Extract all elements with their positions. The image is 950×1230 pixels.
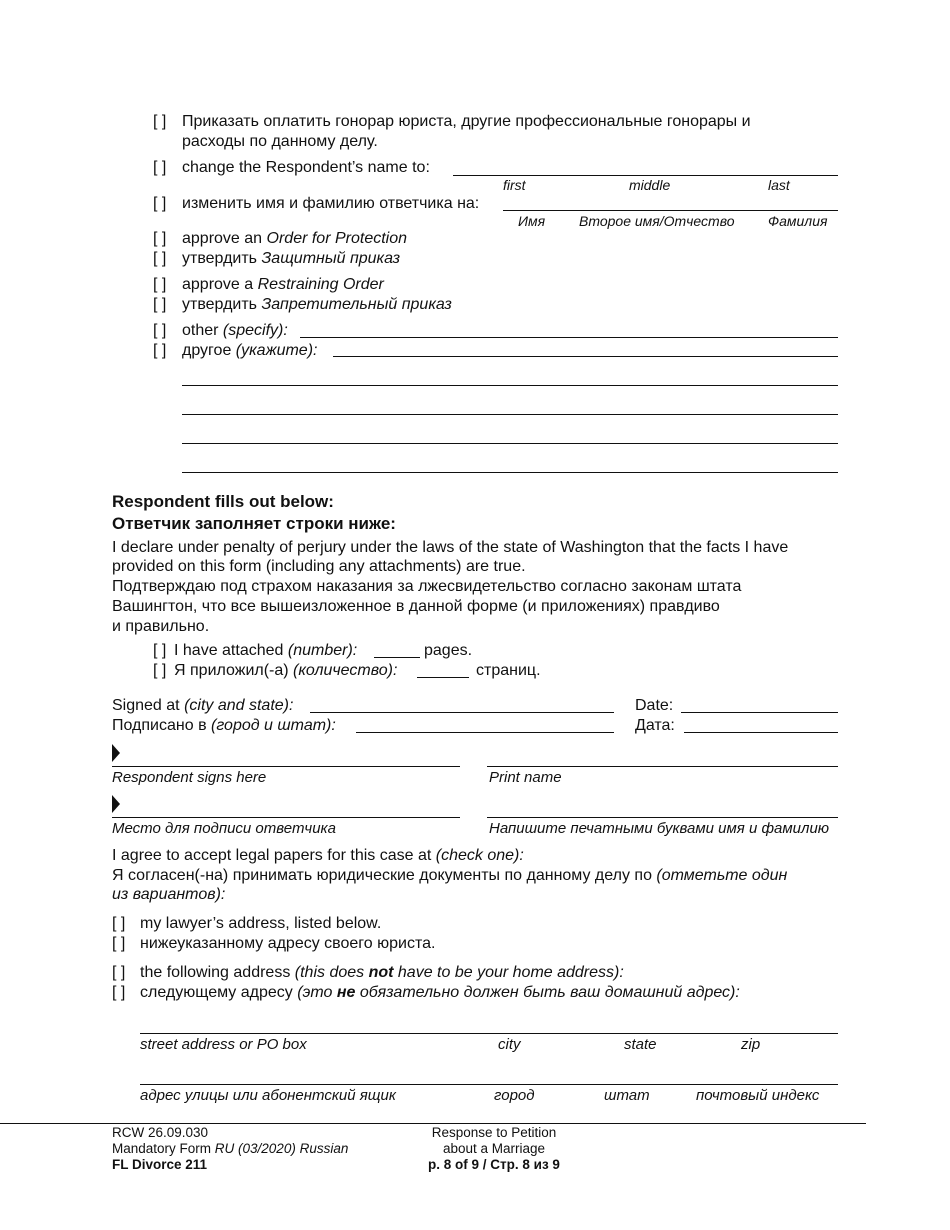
checkbox-lawyer-en[interactable]: [ ] xyxy=(112,915,126,932)
addr-label-zip: zip xyxy=(741,1036,761,1053)
other-ru-field[interactable] xyxy=(333,356,838,357)
address-field-en[interactable] xyxy=(140,1033,838,1034)
sign-here-en-label: Respondent signs here xyxy=(112,769,267,786)
footer-mandatory-form: Mandatory Form RU (03/2020) Russian xyxy=(112,1141,349,1156)
signature-arrow-icon xyxy=(112,795,120,813)
following-address-ru: следующему адресу (это не обязательно должен быть ваш домашний адрес): xyxy=(140,984,740,1001)
signed-at-ru-label: Подписано в (город и штат): xyxy=(112,717,336,734)
respondent-signature-field[interactable] xyxy=(112,766,460,767)
footer-title-line1: Response to Petition xyxy=(431,1125,557,1140)
respondent-heading-ru: Ответчик заполняет строки ниже: xyxy=(112,514,396,533)
print-name-en-label: Print name xyxy=(489,769,562,786)
print-name-field[interactable] xyxy=(487,766,838,767)
addr-label-street-ru: адрес улицы или абонентский ящик xyxy=(140,1087,396,1104)
checkbox-protection-en[interactable]: [ ] xyxy=(153,230,167,247)
attached-en-text: I have attached (number): xyxy=(174,642,358,659)
checkbox-following-en[interactable]: [ ] xyxy=(112,964,126,981)
fees-text-line2: расходы по данному делу. xyxy=(182,133,378,150)
name-label-last-ru: Фамилия xyxy=(768,213,828,229)
restraining-ru-text: утвердить Запретительный приказ xyxy=(182,296,452,313)
attached-ru-text: Я приложил(-а) (количество): xyxy=(174,662,398,679)
fees-text-line1: Приказать оплатить гонорар юриста, другие профессиональные гонорары и xyxy=(182,113,751,130)
signed-at-field[interactable] xyxy=(310,712,614,713)
attached-number-field-ru[interactable] xyxy=(417,677,469,678)
name-label-first-ru: Имя xyxy=(518,213,546,229)
signed-at-field-ru[interactable] xyxy=(356,732,614,733)
following-address-en: the following address (this does not have to be your home address): xyxy=(140,964,624,981)
addr-label-city: city xyxy=(498,1036,521,1053)
agree-ru-text-line1: Я согласен(-на) принимать юридические документы по данному делу по (отметьте один xyxy=(112,867,788,884)
date-field[interactable] xyxy=(681,712,838,713)
addr-label-zip-ru: почтовый индекс xyxy=(696,1087,820,1104)
signed-at-en-label: Signed at (city and state): xyxy=(112,697,294,714)
protection-en-text: approve an Order for Protection xyxy=(182,230,408,247)
name-label-first: first xyxy=(503,177,526,193)
respondent-signature-field-ru[interactable] xyxy=(112,817,460,818)
date-field-ru[interactable] xyxy=(684,732,838,733)
checkbox-name-change-en[interactable]: [ ] xyxy=(153,159,167,176)
checkbox-attached-ru[interactable]: [ ] xyxy=(153,662,167,679)
respondent-heading-en: Respondent fills out below: xyxy=(112,492,334,511)
print-name-ru-label: Напишите печатными буквами имя и фамилию xyxy=(489,820,830,837)
checkbox-name-change-ru[interactable]: [ ] xyxy=(153,195,167,212)
declaration-en-line1: I declare under penalty of perjury under the laws of the state of Washington that the facts I have xyxy=(112,539,789,556)
attached-number-field[interactable] xyxy=(374,657,420,658)
declaration-en-line2: provided on this form (including any attachments) are true. xyxy=(112,558,526,575)
footer-page-number: p. 8 of 9 / Стр. 8 из 9 xyxy=(428,1157,560,1172)
footer-rule xyxy=(0,1123,866,1124)
name-label-middle-ru: Второе имя/Отчество xyxy=(579,213,735,229)
restraining-en-text: approve a Restraining Order xyxy=(182,276,384,293)
sign-here-ru-label: Место для подписи ответчика xyxy=(112,820,336,837)
checkbox-restraining-en[interactable]: [ ] xyxy=(153,276,167,293)
attached-en-pages: pages. xyxy=(424,642,473,659)
footer-form-id: FL Divorce 211 xyxy=(112,1157,208,1172)
name-change-ru-field[interactable] xyxy=(503,210,838,211)
checkbox-other-ru[interactable]: [ ] xyxy=(153,342,167,359)
other-en-field[interactable] xyxy=(300,337,838,338)
name-change-ru-label: изменить имя и фамилию ответчика на: xyxy=(182,195,480,212)
other-extra-line-4[interactable] xyxy=(182,472,838,473)
other-ru-text: другое (укажите): xyxy=(182,342,318,359)
addr-label-street: street address or PO box xyxy=(140,1036,307,1053)
other-en-text: other (specify): xyxy=(182,322,288,339)
date-ru-label: Дата: xyxy=(635,717,675,734)
addr-label-state-ru: штат xyxy=(604,1087,650,1104)
name-change-en-field[interactable] xyxy=(453,175,838,176)
lawyer-address-en: my lawyer’s address, listed below. xyxy=(140,915,382,932)
checkbox-fees[interactable]: [ ] xyxy=(153,113,167,130)
date-en-label: Date: xyxy=(635,697,674,714)
checkbox-protection-ru[interactable]: [ ] xyxy=(153,250,167,267)
name-label-middle: middle xyxy=(629,177,671,193)
other-extra-line-3[interactable] xyxy=(182,443,838,444)
addr-label-city-ru: город xyxy=(494,1087,535,1104)
declaration-ru-line1: Подтверждаю под страхом наказания за лжесвидетельство согласно законам штата xyxy=(112,578,742,595)
agree-en-text: I agree to accept legal papers for this case at (check one): xyxy=(112,847,524,864)
declaration-ru-line2: Вашингтон, что все вышеизложенное в данной форме (и приложениях) правдиво xyxy=(112,598,720,615)
checkbox-following-ru[interactable]: [ ] xyxy=(112,984,126,1001)
declaration-ru-line3: и правильно. xyxy=(112,618,210,635)
checkbox-restraining-ru[interactable]: [ ] xyxy=(153,296,167,313)
addr-label-state: state xyxy=(624,1036,657,1053)
agree-ru-text-line2: из вариантов): xyxy=(112,886,226,903)
other-extra-line-2[interactable] xyxy=(182,414,838,415)
signature-arrow-icon xyxy=(112,744,120,762)
lawyer-address-ru: нижеуказанному адресу своего юриста. xyxy=(140,935,436,952)
footer-rcw: RCW 26.09.030 xyxy=(112,1125,209,1140)
name-label-last: last xyxy=(768,177,790,193)
address-field-ru[interactable] xyxy=(140,1084,838,1085)
checkbox-attached-en[interactable]: [ ] xyxy=(153,642,167,659)
checkbox-lawyer-ru[interactable]: [ ] xyxy=(112,935,126,952)
attached-ru-pages: страниц. xyxy=(476,662,541,679)
protection-ru-text: утвердить Защитный приказ xyxy=(182,250,401,267)
name-change-en-label: change the Respondent’s name to: xyxy=(182,159,430,176)
checkbox-other-en[interactable]: [ ] xyxy=(153,322,167,339)
footer-title-line2: about a Marriage xyxy=(442,1141,546,1156)
print-name-field-ru[interactable] xyxy=(487,817,838,818)
other-extra-line-1[interactable] xyxy=(182,385,838,386)
